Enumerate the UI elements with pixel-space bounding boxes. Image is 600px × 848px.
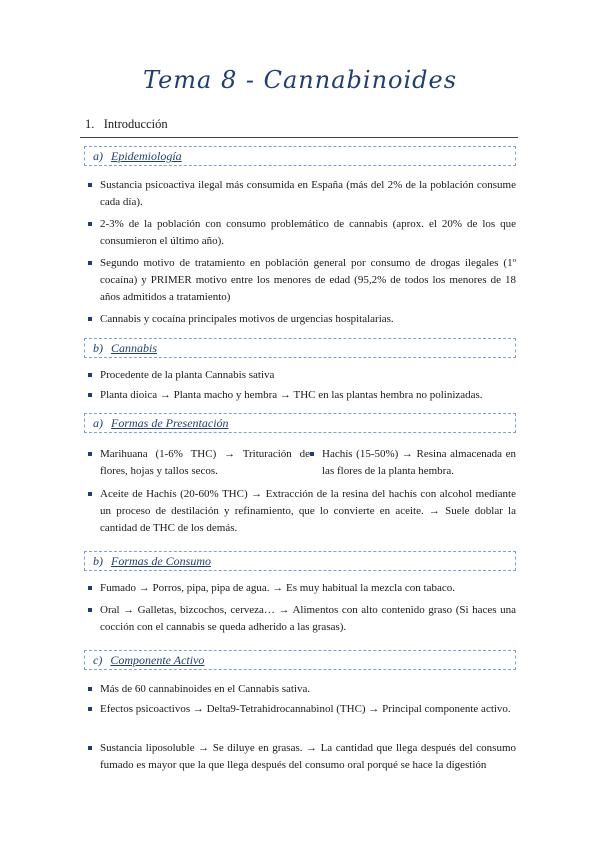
subsection-letter: c) <box>93 653 103 667</box>
bullet-icon <box>88 746 92 750</box>
list-item: Efectos psicoactivos → Delta9-Tetrahidrocannabinol (THC) → Principal componente activo. <box>88 701 516 718</box>
list-item: Sustancia psicoactiva ilegal más consumida en España (más del 2% de la población consume cada día). <box>88 177 516 211</box>
section-divider <box>80 137 518 138</box>
subsection-cannabis <box>84 338 516 358</box>
bullet-icon <box>88 261 92 265</box>
bullet-icon <box>88 586 92 590</box>
bullet-icon <box>88 452 92 456</box>
list-item: Más de 60 cannabinoides en el Cannabis sativa. <box>88 681 516 698</box>
bullet-icon <box>88 707 92 711</box>
subsection-title: Cannabis <box>111 341 158 355</box>
subsection-letter: a) <box>93 416 103 430</box>
bullet-icon <box>88 373 92 377</box>
bullet-icon <box>88 222 92 226</box>
list-item: Procedente de la planta Cannabis sativa <box>88 367 516 384</box>
bullet-icon <box>88 492 92 496</box>
list-item: Cannabis y cocaína principales motivos de urgencias hospitalarias. <box>88 311 516 328</box>
list-item: Hachís (15-50%) → Resina almacenada en las flores de la planta hembra. <box>310 446 516 480</box>
subsection-epidemiologia <box>84 146 516 166</box>
list-item: Aceite de Hachís (20-60% THC) → Extracción de la resina del hachís con alcohol mediante un proceso de destilación y refinamiento, que lo convierte en aceite. → Suele doblar la cantidad de THC de los demás. <box>88 486 516 537</box>
section-heading <box>85 117 168 132</box>
document-title: Tema 8 - Cannabinoides <box>142 66 458 94</box>
list-item: 2-3% de la población con consumo problemático de cannabis (aprox. el 20% de los que consumieron el último año). <box>88 216 516 250</box>
subsection-title: Formas de Consumo <box>111 554 212 568</box>
subsection-consumo <box>84 551 516 571</box>
bullet-icon <box>88 183 92 187</box>
subsection-title: Formas de Presentación <box>111 416 229 430</box>
subsection-title: Componente Activo <box>110 653 205 667</box>
subsection-letter: b) <box>93 341 103 355</box>
list-item: Fumado → Porros, pipa, pipa de agua. → Es muy habitual la mezcla con tabaco. <box>88 580 516 597</box>
section-title: Introducción <box>103 117 168 131</box>
list-item: Marihuana (1-6% THC) → Trituración de flores, hojas y tallos secos. <box>88 446 310 480</box>
list-item: Segundo motivo de tratamiento en población general por consumo de drogas ilegales (1º cocaína) y PRIMER motivo entre los menores de edad (95,2% de todos los menores de 18 años admitidos a tratamiento) <box>88 255 516 306</box>
subsection-letter: b) <box>93 554 103 568</box>
bullet-icon <box>88 317 92 321</box>
bullet-icon <box>88 687 92 691</box>
list-item: Sustancia liposoluble → Se diluye en grasas. → La cantidad que llega después del consumo fumado es mayor que la que llega después del consumo oral porqué se hace la digestión <box>88 740 516 774</box>
bullet-icon <box>88 393 92 397</box>
list-item: Planta dioica → Planta macho y hembra → THC en las plantas hembra no polinizadas. <box>88 387 516 404</box>
section-number: 1. <box>85 117 95 131</box>
subsection-title: Epidemiología <box>111 149 182 163</box>
bullet-icon <box>310 452 314 456</box>
bullet-icon <box>88 608 92 612</box>
subsection-presentacion <box>84 413 516 433</box>
list-item: Oral → Galletas, bizcochos, cerveza… → Alimentos con alto contenido graso (Si haces una cocción con el cannabis se queda adherido a las grasas). <box>88 602 516 636</box>
subsection-componente <box>84 650 516 670</box>
subsection-letter: a) <box>93 149 103 163</box>
